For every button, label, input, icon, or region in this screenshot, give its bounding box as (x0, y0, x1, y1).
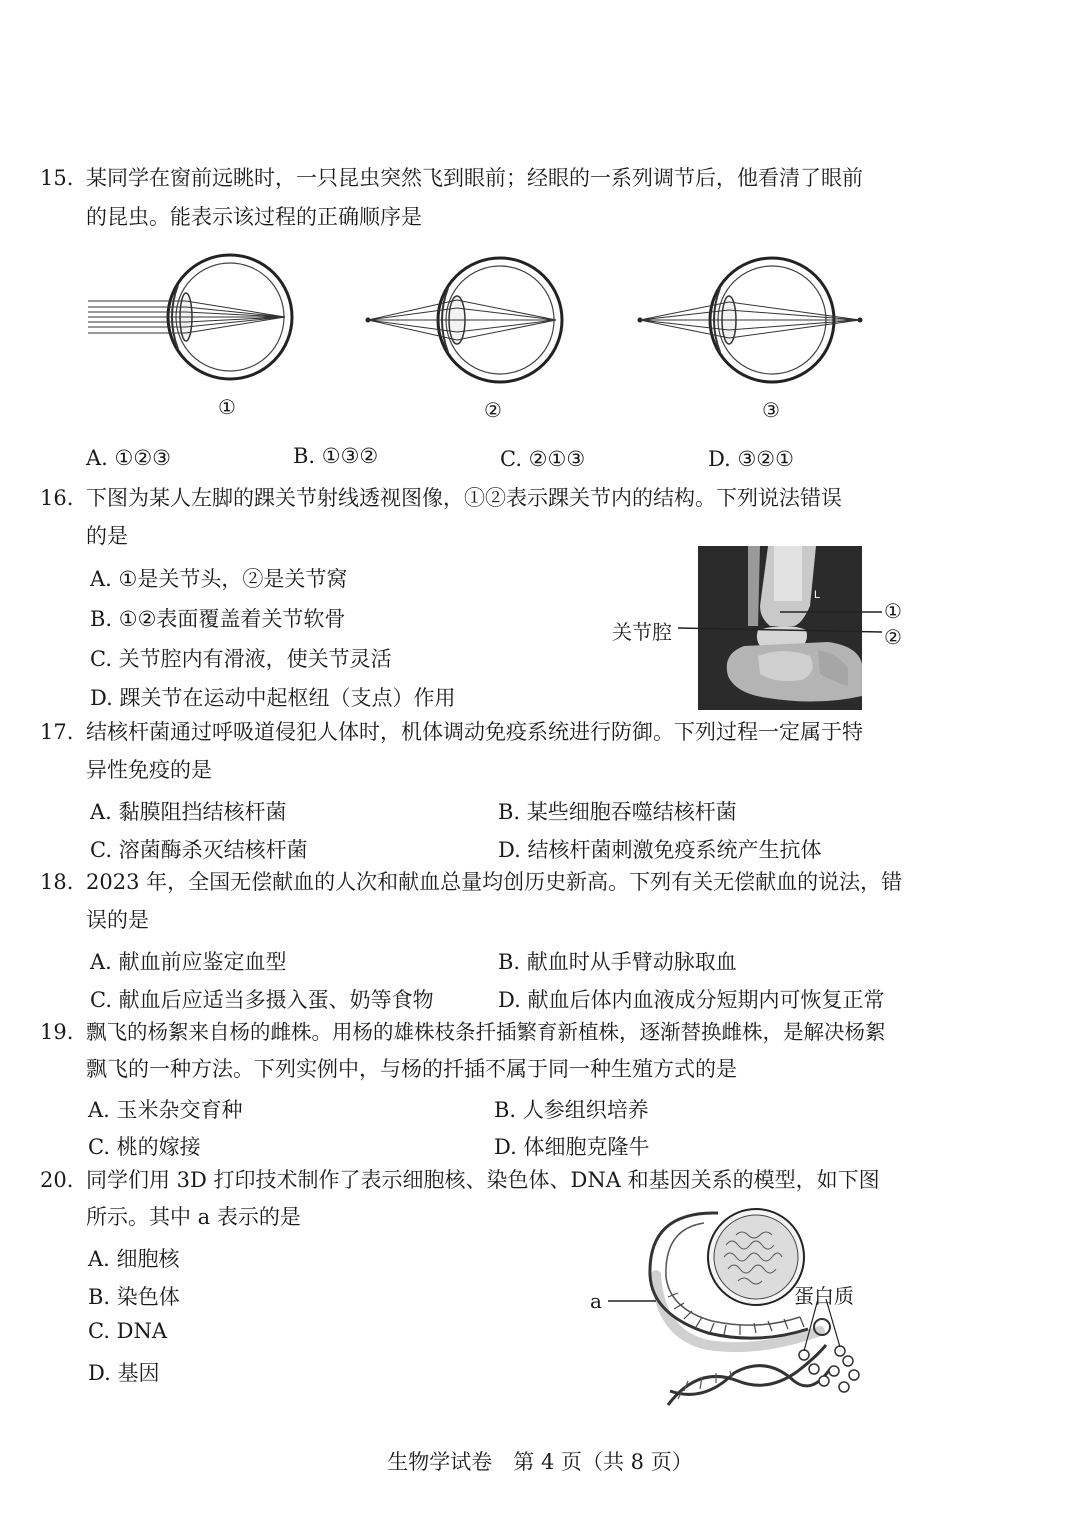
question-18-stem-line2: 误的是 (86, 908, 149, 932)
q16-option-b: B. ①②表面覆盖着关节软骨 (90, 607, 346, 631)
question-17-number: 17. (40, 720, 74, 744)
q20-option-d: D. 基因 (88, 1361, 160, 1385)
label-protein: 蛋白质 (794, 1284, 854, 1308)
q17-option-b: B. 某些细胞吞噬结核杆菌 (498, 800, 737, 824)
q15-option-d: D. ③②① (708, 447, 794, 471)
question-15-number: 15. (40, 166, 74, 190)
eye-diagram-1 (80, 245, 305, 395)
question-15-stem-line2: 的昆虫。能表示该过程的正确顺序是 (86, 205, 422, 229)
eye-diagram-3 (632, 248, 867, 398)
question-16-stem-line2: 的是 (86, 524, 128, 548)
nucleus-chromosome-model (608, 1205, 868, 1420)
question-20-stem-line2: 所示。其中 a 表示的是 (86, 1205, 301, 1229)
eye-diagram-3-label: ③ (762, 398, 780, 422)
question-19-stem-line2: 飘飞的一种方法。下列实例中，与杨的扦插不属于同一种生殖方式的是 (86, 1057, 737, 1081)
q16-option-c: C. 关节腔内有滑液，使关节灵活 (90, 647, 392, 671)
question-17-stem-line1: 结核杆菌通过呼吸道侵犯人体时，机体调动免疫系统进行防御。下列过程一定属于特 (86, 720, 863, 744)
eye-diagram-2 (360, 248, 580, 398)
q20-option-a: A. 细胞核 (88, 1247, 180, 1271)
question-20-stem-line1: 同学们用 3D 打印技术制作了表示细胞核、染色体、DNA 和基因关系的模型，如下图 (86, 1168, 880, 1192)
page-footer: 生物学试卷 第 4 页（共 8 页） (387, 1450, 693, 1474)
q18-option-c: C. 献血后应适当多摄入蛋、奶等食物 (90, 988, 434, 1012)
q19-option-b: B. 人参组织培养 (494, 1098, 649, 1122)
q16-option-a: A. ①是关节头，②是关节窝 (90, 567, 348, 591)
question-18-stem-line1: 2023 年，全国无偿献血的人次和献血总量均创历史新高。下列有关无偿献血的说法，错 (86, 870, 903, 894)
q19-option-d: D. 体细胞克隆牛 (494, 1135, 650, 1159)
question-17-stem-line2: 异性免疫的是 (86, 758, 212, 782)
joint-cavity-label: 关节腔 (612, 620, 672, 644)
xray-pointer-lines (670, 600, 890, 640)
q17-option-d: D. 结核杆菌刺激免疫系统产生抗体 (498, 838, 822, 862)
question-20-number: 20. (40, 1168, 74, 1192)
q17-option-a: A. 黏膜阻挡结核杆菌 (90, 800, 287, 824)
question-15-stem-line1: 某同学在窗前远眺时，一只昆虫突然飞到眼前；经眼的一系列调节后，他看清了眼前 (86, 166, 863, 190)
q15-option-c: C. ②①③ (500, 447, 586, 471)
question-16-number: 16. (40, 486, 74, 510)
q19-option-c: C. 桃的嫁接 (88, 1135, 201, 1159)
eye-diagram-2-label: ② (484, 398, 502, 422)
q18-option-a: A. 献血前应鉴定血型 (90, 950, 287, 974)
question-19-number: 19. (40, 1020, 74, 1044)
xray-letter-label: L (814, 589, 821, 601)
q19-option-a: A. 玉米杂交育种 (88, 1098, 243, 1122)
q17-option-c: C. 溶菌酶杀灭结核杆菌 (90, 838, 308, 862)
q20-option-b: B. 染色体 (88, 1285, 180, 1309)
q18-option-b: B. 献血时从手臂动脉取血 (498, 950, 737, 974)
xray-marker-2: ② (884, 625, 902, 649)
eye-diagram-1-label: ① (218, 395, 236, 419)
question-18-number: 18. (40, 870, 74, 894)
q18-option-d: D. 献血后体内血液成分短期内可恢复正常 (498, 988, 885, 1012)
question-16-stem-line1: 下图为某人左脚的踝关节射线透视图像，①②表示踝关节内的结构。下列说法错误 (86, 486, 842, 510)
label-a: a (590, 1289, 602, 1313)
question-19-stem-line1: 飘飞的杨絮来自杨的雌株。用杨的雄株枝条扦插繁育新植株，逐渐替换雌株，是解决杨絮 (86, 1020, 886, 1044)
q16-option-d: D. 踝关节在运动中起枢纽（支点）作用 (90, 686, 456, 710)
q15-option-b: B. ①③② (293, 444, 379, 468)
xray-marker-1: ① (884, 599, 902, 623)
q15-option-a: A. ①②③ (86, 446, 171, 470)
q20-option-c: C. DNA (88, 1319, 168, 1343)
